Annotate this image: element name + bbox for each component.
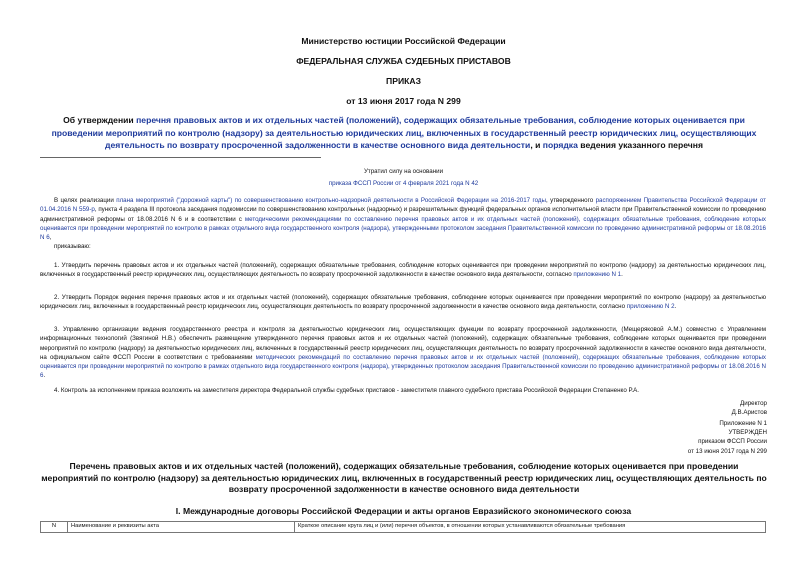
preamble-paragraph: В целях реализации плана мероприятий ("дорожной карты") по совершенствованию контрольно-надзорной деятельности в Российской Федерации на 2016-2017 годы, утвержденного распоряжением Правительства Российской Федерации от 01.04.2016 N 559-р, пункта 4 раздела III протокола заседания подкомиссии по совершенствованию контрольных (надзорных) и разрешительных функций федеральных органов исполнительной власти при Правительственной комиссии по проведению административной реформы от 18.08.2016 N 6 и в соответствии с методическими рекомендациями по составлению перечня правовых актов и их отдельных частей (положений), содержащих обязательные требования, соблюдение которых оценивается при проведении мероприятий по контролю в рамках отдельного вида государственного контроля (надзора), утвержденными протоколом заседания Правительственной комиссии по проведению административной реформы от 18.08.2016 N 6, приказываю: bbox=[40, 197, 766, 251]
title-link-list[interactable]: перечня правовых актов и их отдельных частей (положений), содержащих обязательные требования, соблюдение которых оценивается при проведении мероприятий по контролю (надзору) за деятельностью юридических лиц, включенных в государственный реестр юридических лиц, осуществляющих деятельность по возврату просроченной задолженности в качестве основного вида деятельности bbox=[51, 115, 757, 150]
decree-link[interactable]: распоряжением Правительства Российской Федерации от 01.04.2016 N 559-р bbox=[40, 197, 766, 214]
title-text-3: ведения указанного перечня bbox=[577, 140, 703, 150]
section-title: I. Международные договоры Российской Федерации и акты органов Евразийского экономического союза bbox=[175, 506, 632, 516]
signature-position: Директор bbox=[740, 400, 767, 407]
appendix-1-link[interactable]: приложению N 1 bbox=[573, 271, 622, 279]
clause-4: 4. Контроль за исполнением приказа возложить на заместителя директора Федеральной службы судебных приставов - заместителя главного судебного пристава Российской Федерации Степаненко Р.А. bbox=[54, 387, 640, 394]
appendix-by-order: приказом ФССП России bbox=[698, 438, 767, 446]
order-word: приказываю: bbox=[54, 243, 91, 251]
service-name: ФЕДЕРАЛЬНАЯ СЛУЖБА СУДЕБНЫХ ПРИСТАВОВ bbox=[296, 56, 511, 66]
guidelines-link[interactable]: методическими рекомендациями по составлению перечня правовых актов и их отдельных частей (положений), содержащих обязательные требования, соблюдение которых оценивается при проведении мероприятий по контролю в рамках отдельного вида государственного контроля (надзора), утвержденными протоколом заседания Правительственной комиссии по проведению административной реформы от 18.08.2016 N 6 bbox=[40, 215, 766, 242]
title-text-1: Об утверждении bbox=[63, 115, 137, 125]
clause-1: 1. Утвердить перечень правовых актов и их отдельных частей (положений), содержащих обязательные требования, соблюдение которых оценивается при проведении мероприятий по контролю (надзору) за деятельностью юридических лиц, включенных в государственный реестр юридических лиц, осуществляющих деятельность по возврату просроченной задолженности в качестве основного вида деятельности, согласно приложению N 1. bbox=[40, 262, 766, 279]
table-header-cell: N bbox=[41, 522, 68, 533]
table-header-cell: Краткое описание круга лиц и (или) перечня объектов, в отношении которых устанавливаются обязательные требования bbox=[295, 522, 766, 533]
document-title bbox=[40, 114, 768, 152]
title-divider bbox=[40, 157, 321, 158]
document-type: ПРИКАЗ bbox=[386, 76, 421, 86]
signature-name: Д.В.Аристов bbox=[731, 409, 767, 417]
document-date: от 13 июня 2017 года N 299 bbox=[346, 96, 461, 106]
signature-block bbox=[732, 399, 767, 417]
list-title: Перечень правовых актов и их отдельных частей (положений), содержащих обязательные требования, соблюдение которых оценивается при проведении мероприятий по контролю (надзору) за деятельностью юридических лиц, включенных в государственный реестр юридических лиц, осуществляющих деятельность по возврату просроченной задолженности в качестве основного вида деятельности bbox=[41, 461, 767, 494]
appendix-block bbox=[688, 419, 767, 456]
table-header-row bbox=[41, 522, 766, 533]
appendix-approved: УТВЕРЖДЕН bbox=[728, 429, 767, 437]
appendix-label: Приложение N 1 bbox=[719, 420, 767, 427]
acts-table bbox=[40, 521, 766, 533]
appendix-date: от 13 июня 2017 года N 299 bbox=[687, 447, 767, 455]
guidelines-link-2[interactable]: методических рекомендаций по составлению перечня правовых актов и их отдельных частей (положений), содержащих обязательные требования, соблюдение которых оценивается при проведении мероприятий по контролю в рамках отдельного вида государственного контроля (надзора), утвержденных протоколом заседания Правительственной комиссии по проведению административной реформы от 18.08.2016 N 6 bbox=[40, 353, 766, 380]
table-header-cell: Наименование и реквизиты акта bbox=[68, 522, 295, 533]
ministry-name: Министерство юстиции Российской Федерации bbox=[301, 36, 506, 46]
title-text-2: , и bbox=[530, 140, 543, 150]
clause-3: 3. Управлению организации ведения государственного реестра и контроля за деятельностью юридических лиц, осуществляющих функции по возврату просроченной задолженности, (Мещеряковой А.М.) совместно с Управлением информационных технологий (Звягиной Н.В.) обеспечить размещение утвержденного перечня правовых актов и их отдельных частей (положений), содержащих обязательные требования, соблюдение которых оценивается при проведении мероприятий по контролю (надзору) за деятельностью юридических лиц, включенных в государственный реестр юридических лиц, осуществляющих деятельность по возврату просроченной задолженности в качестве основного вида деятельности, на официальном сайте ФССП России в соответствии с требованиями методических рекомендаций по составлению перечня правовых актов и их отдельных частей (положений), содержащих обязательные требования, соблюдение которых оценивается при проведении мероприятий по контролю в рамках отдельного вида государственного контроля (надзора), утвержденных протоколом заседания Правительственной комиссии по проведению административной реформы от 18.08.2016 N 6. bbox=[40, 326, 766, 380]
lost-force-line1: Утратил силу на основании bbox=[363, 168, 444, 175]
lost-force-link[interactable]: приказа ФССП России от 4 февраля 2021 года N 42 bbox=[328, 180, 479, 187]
clause-2: 2. Утвердить Порядок ведения перечня правовых актов и их отдельных частей (положений), содержащих обязательные требования, соблюдение которых оценивается при проведении мероприятий по контролю (надзору) за деятельностью юридических лиц, включенных в государственный реестр юридических лиц, осуществляющих деятельность по возврату просроченной задолженности в качестве основного вида деятельности, согласно приложению N 2. bbox=[40, 294, 766, 311]
roadmap-link[interactable]: плана мероприятий ("дорожной карты") по совершенствованию контрольно-надзорной деятельности в Российской Федерации на 2016-2017 годы bbox=[116, 197, 546, 204]
title-link-order[interactable]: порядка bbox=[542, 140, 578, 150]
appendix-2-link[interactable]: приложению N 2 bbox=[626, 303, 675, 311]
